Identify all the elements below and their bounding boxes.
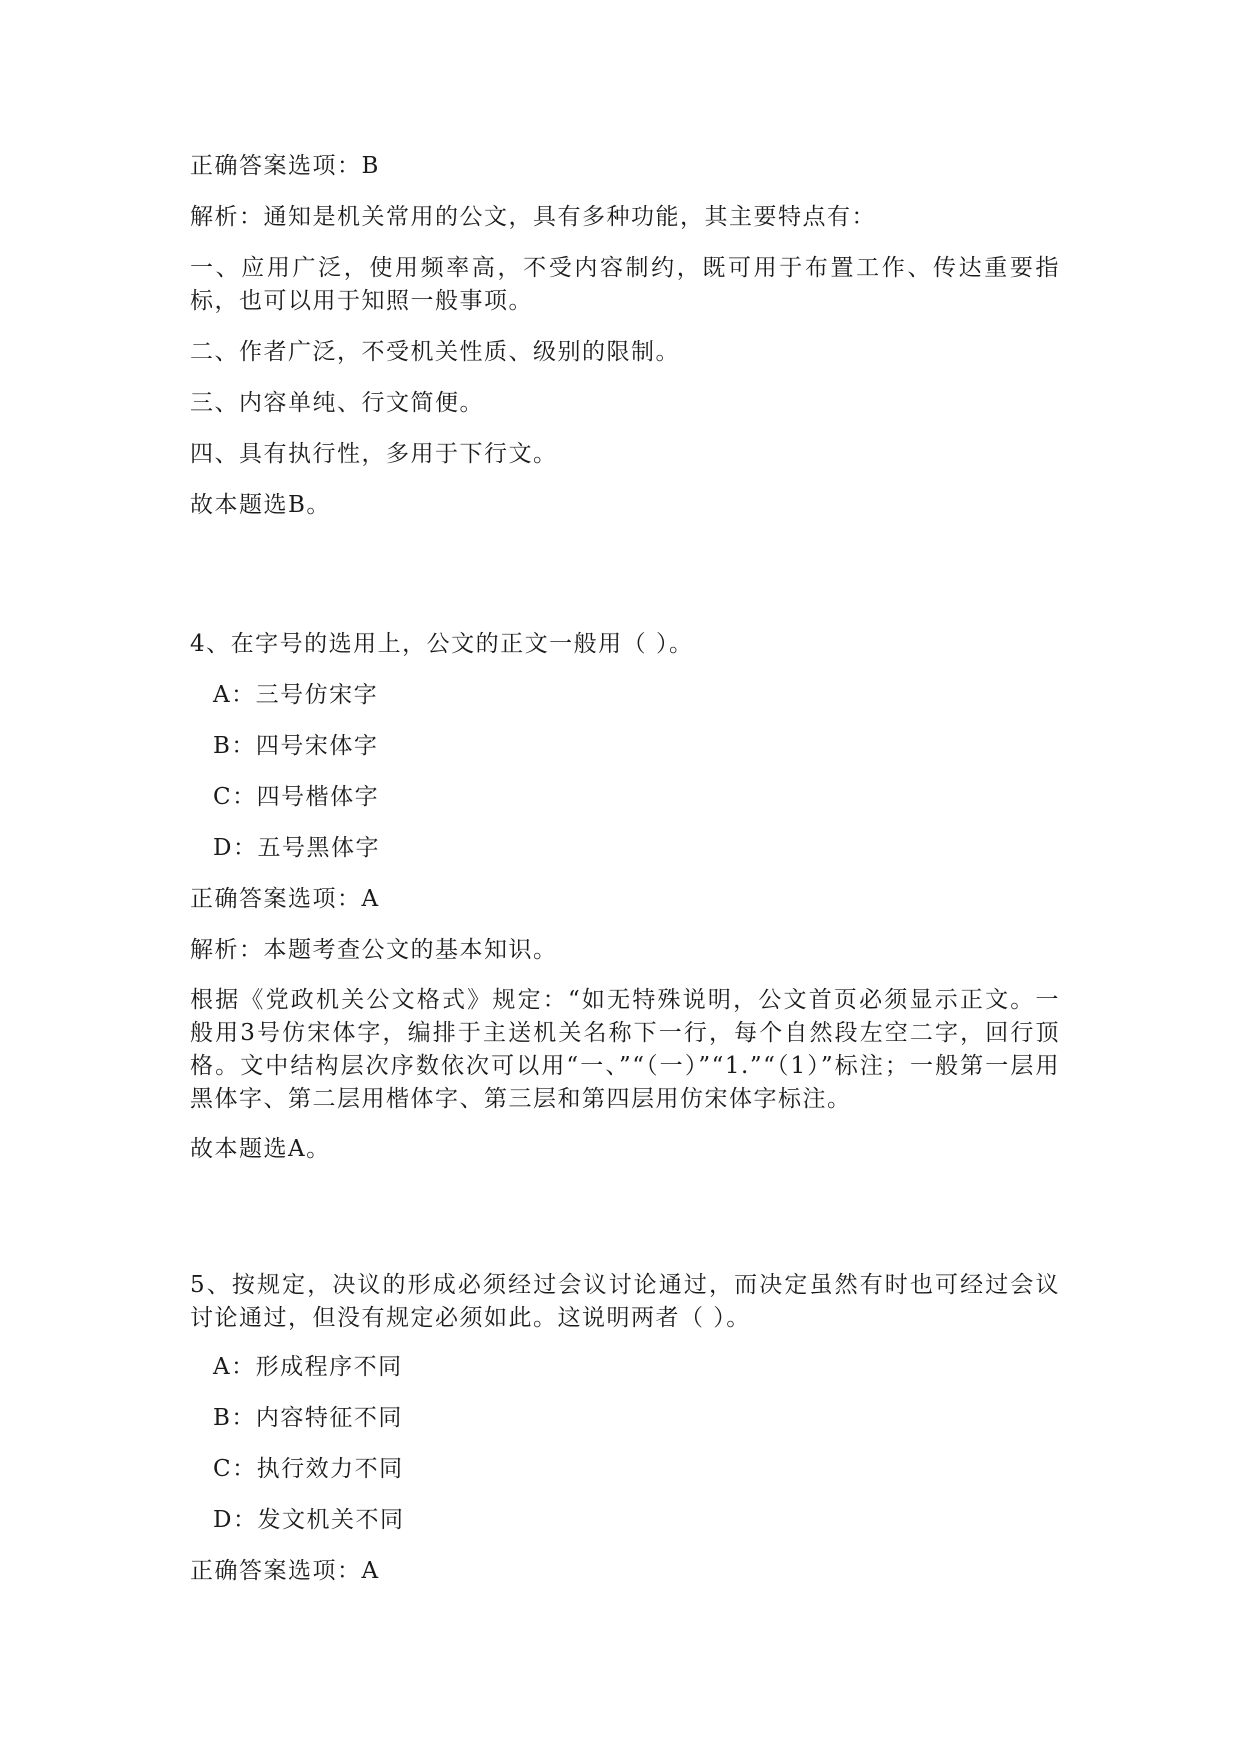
q3-point-4: 四、具有执行性，多用于下行文。 <box>190 441 558 467</box>
q5-option-b: B：内容特征不同 <box>213 1405 403 1431</box>
q4-conclusion: 故本题选A。 <box>190 1136 331 1162</box>
q4-option-a: A：三号仿宋字 <box>213 682 379 708</box>
q3-analysis-intro: 解析：通知是机关常用的公文，具有多种功能，其主要特点有： <box>190 204 876 230</box>
q4-question: 4、在字号的选用上，公文的正文一般用（ ）。 <box>190 631 694 657</box>
q3-point-2: 二、作者广泛，不受机关性质、级别的限制。 <box>190 339 680 365</box>
q5-answer: 正确答案选项：A <box>190 1558 380 1584</box>
q4-option-c: C：四号楷体字 <box>213 784 380 810</box>
q5-question: 5、按规定，决议的形成必须经过会议讨论通过，而决定虽然有时也可经过会议讨论通过，但没有规定必须如此。这说明两者（ ）。 <box>190 1272 1060 1331</box>
q5-option-c: C：执行效力不同 <box>213 1456 404 1482</box>
q3-conclusion: 故本题选B。 <box>190 492 331 518</box>
q4-analysis-intro: 解析：本题考查公文的基本知识。 <box>190 937 558 963</box>
q4-option-b: B：四号宋体字 <box>213 733 379 759</box>
q3-point-1: 一、应用广泛，使用频率高，不受内容制约，既可用于布置工作、传达重要指标，也可以用于知照一般事项。 <box>190 255 1060 314</box>
q3-point-3: 三、内容单纯、行文简便。 <box>190 390 484 416</box>
q4-answer: 正确答案选项：A <box>190 886 380 912</box>
q4-analysis-body: 根据《党政机关公文格式》规定：“如无特殊说明，公文首页必须显示正文。一般用3号仿宋体字，编排于主送机关名称下一行，每个自然段左空二字，回行顶格。文中结构层次序数依次可以用“一、”“（一）”“1.”“（1）”标注；一般第一层用黑体字、第二层用楷体字、第三层和第四层用仿宋体字标注。 <box>190 987 1060 1112</box>
q3-answer: 正确答案选项：B <box>190 153 380 179</box>
q4-option-d: D：五号黑体字 <box>213 835 380 861</box>
q5-option-d: D：发文机关不同 <box>213 1507 405 1533</box>
q5-option-a: A：形成程序不同 <box>213 1354 403 1380</box>
